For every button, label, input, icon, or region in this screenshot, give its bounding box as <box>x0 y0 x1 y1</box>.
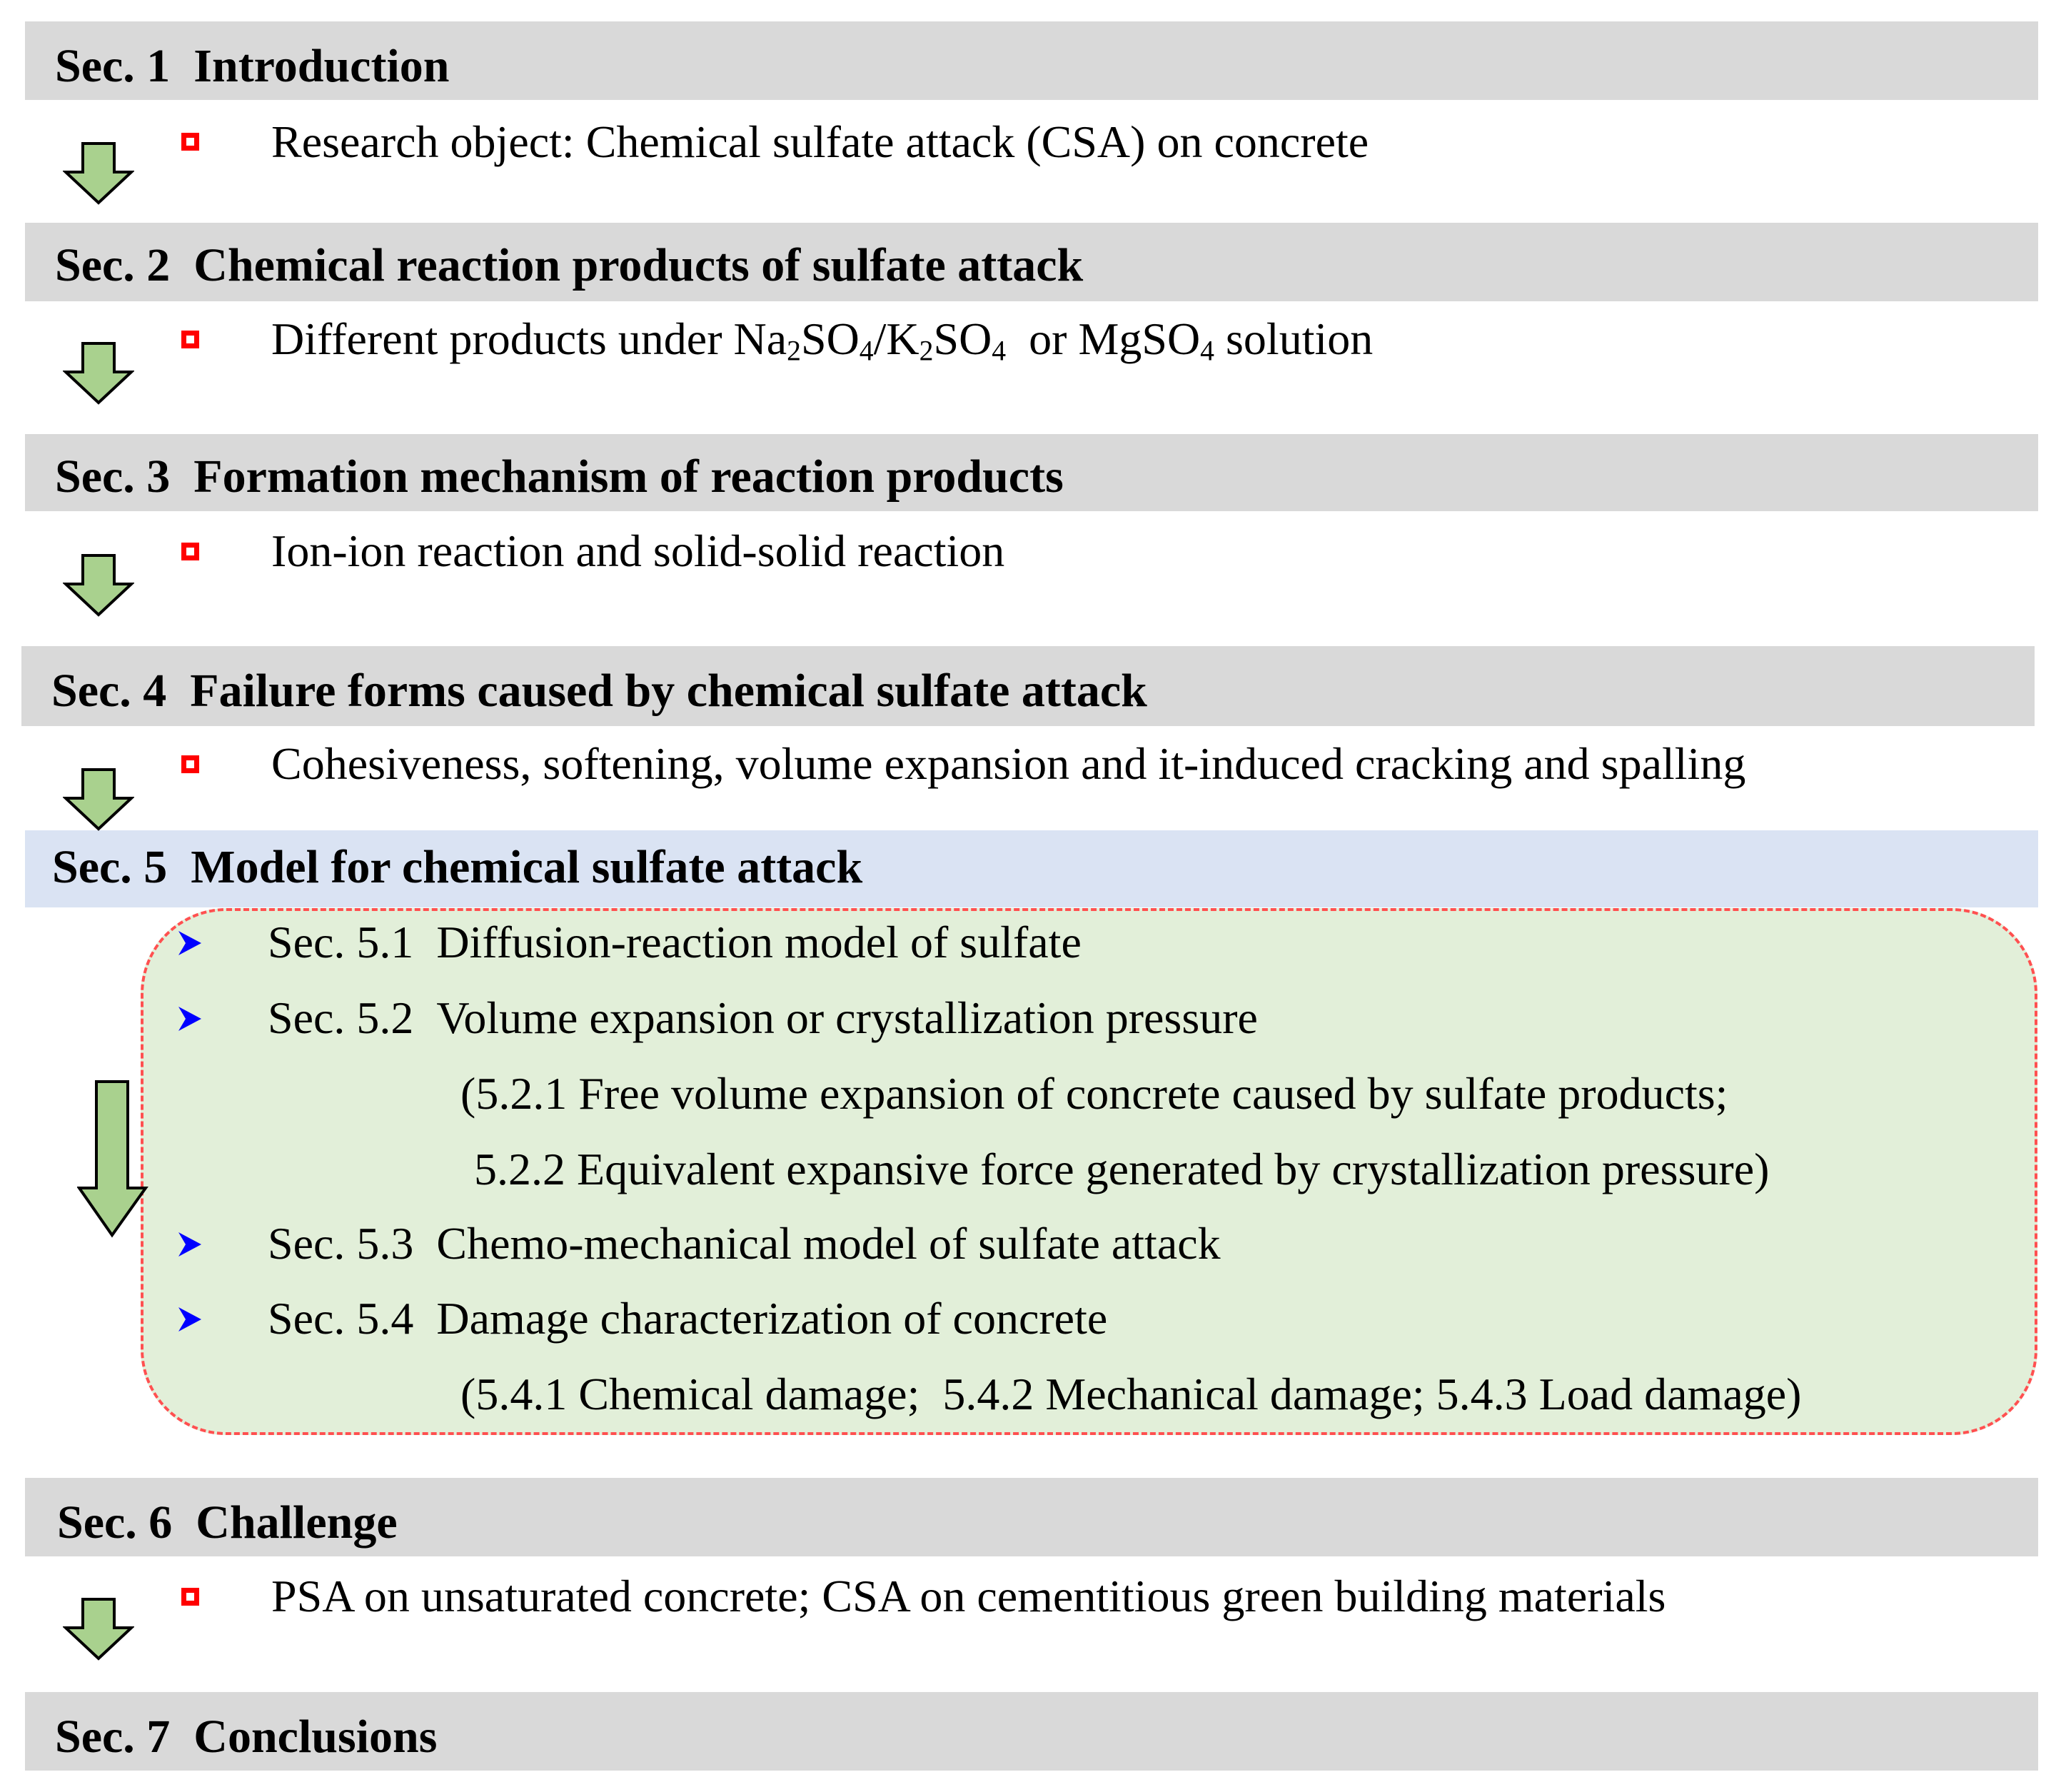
formula-text: SO <box>800 313 860 364</box>
section-1-bar <box>25 21 2038 100</box>
chevron-right-icon <box>177 930 203 957</box>
section-4-title: Failure forms caused by chemical sulfate attack <box>190 665 1147 717</box>
section-4-label: Sec. 4 <box>51 665 167 717</box>
subsection-label: Sec. 5.2 <box>268 992 414 1043</box>
formula-subscript: 2 <box>919 335 934 367</box>
section-2-label: Sec. 2 <box>55 239 171 291</box>
subsection-5-2 <box>268 992 1258 1043</box>
section-3-label: Sec. 3 <box>55 450 171 503</box>
subsection-title: Chemo-mechanical model of sulfate attack <box>436 1218 1221 1269</box>
section-6-title: Challenge <box>196 1496 398 1549</box>
down-arrow-icon <box>63 1597 134 1661</box>
formula-text: /K <box>873 313 919 364</box>
subsection-5-3 <box>268 1218 1221 1269</box>
section-2-title: Chemical reaction products of sulfate attack <box>193 239 1084 291</box>
formula-subscript: 4 <box>1200 335 1214 367</box>
down-arrow-icon <box>63 141 134 206</box>
section-6-bar <box>25 1478 2038 1556</box>
long-down-arrow-icon <box>77 1079 148 1238</box>
formula-subscript: 4 <box>992 335 1007 367</box>
section-4-heading <box>51 665 1147 717</box>
formula-subscript: 2 <box>787 335 801 367</box>
chevron-right-icon <box>177 1306 203 1333</box>
formula-text: or MgSO <box>1006 313 1201 364</box>
section-1-heading <box>55 40 450 92</box>
down-arrow-icon <box>63 767 134 832</box>
section-2-bullet-text <box>271 313 1374 367</box>
section-4-bar <box>21 646 2035 726</box>
subsection-5-4-detail: (5.4.1 Chemical damage; 5.4.2 Mechanical damage; 5.4.3 Load damage) <box>460 1369 1802 1419</box>
formula-text: solution <box>1214 313 1374 364</box>
red-square-bullet-icon <box>181 543 199 560</box>
section-6-label: Sec. 6 <box>57 1496 173 1549</box>
chevron-right-icon <box>177 1005 203 1032</box>
section-5-title: Model for chemical sulfate attack <box>191 841 863 893</box>
subsection-label: Sec. 5.1 <box>268 917 414 967</box>
section-6-bullet-text: PSA on unsaturated concrete; CSA on cementitious green building materials <box>271 1571 1666 1621</box>
subsection-5-4 <box>268 1293 1108 1344</box>
red-square-bullet-icon <box>181 331 199 348</box>
section-6-heading <box>57 1496 398 1549</box>
section-2-heading <box>55 239 1084 291</box>
subsection-title: Diffusion-reaction model of sulfate <box>436 917 1082 967</box>
section-4-bullet-text: Cohesiveness, softening, volume expansion and it-induced cracking and spalling <box>271 738 1746 789</box>
section-7-label: Sec. 7 <box>55 1711 171 1763</box>
section-7-title: Conclusions <box>193 1711 438 1763</box>
formula-text: SO <box>933 313 992 364</box>
red-square-bullet-icon <box>181 755 199 773</box>
subsection-label: Sec. 5.3 <box>268 1218 414 1269</box>
subsection-5-2-1-detail: (5.2.1 Free volume expansion of concrete caused by sulfate products; <box>460 1068 1728 1119</box>
section-5-heading <box>52 841 863 893</box>
section-3-bar <box>25 434 2038 511</box>
subsection-label: Sec. 5.4 <box>268 1293 414 1344</box>
down-arrow-icon <box>63 553 134 618</box>
red-square-bullet-icon <box>181 1588 199 1606</box>
formula-text: Different products under Na <box>271 313 787 364</box>
section-5-label: Sec. 5 <box>52 841 168 893</box>
subsection-title: Damage characterization of concrete <box>436 1293 1108 1344</box>
down-arrow-icon <box>63 341 134 406</box>
section-1-label: Sec. 1 <box>55 40 171 92</box>
red-square-bullet-icon <box>181 133 199 151</box>
chevron-right-icon <box>177 1231 203 1258</box>
section-7-heading <box>55 1713 437 1761</box>
section-1-bullet-text: Research object: Chemical sulfate attack (CSA) on concrete <box>271 116 1369 167</box>
section-1-title: Introduction <box>193 40 450 92</box>
section-7-bar <box>25 1692 2038 1771</box>
section-3-heading <box>55 450 1064 503</box>
section-5-bar <box>25 830 2038 907</box>
subsection-5-1 <box>268 917 1082 967</box>
section-3-title: Formation mechanism of reaction products <box>193 450 1064 503</box>
formula-subscript: 4 <box>859 335 874 367</box>
subsection-title: Volume expansion or crystallization pressure <box>436 992 1258 1043</box>
subsection-5-2-2-detail: 5.2.2 Equivalent expansive force generated by crystallization pressure) <box>474 1144 1770 1194</box>
section-2-bar <box>25 223 2038 301</box>
section-3-bullet-text: Ion-ion reaction and solid-solid reaction <box>271 525 1005 576</box>
